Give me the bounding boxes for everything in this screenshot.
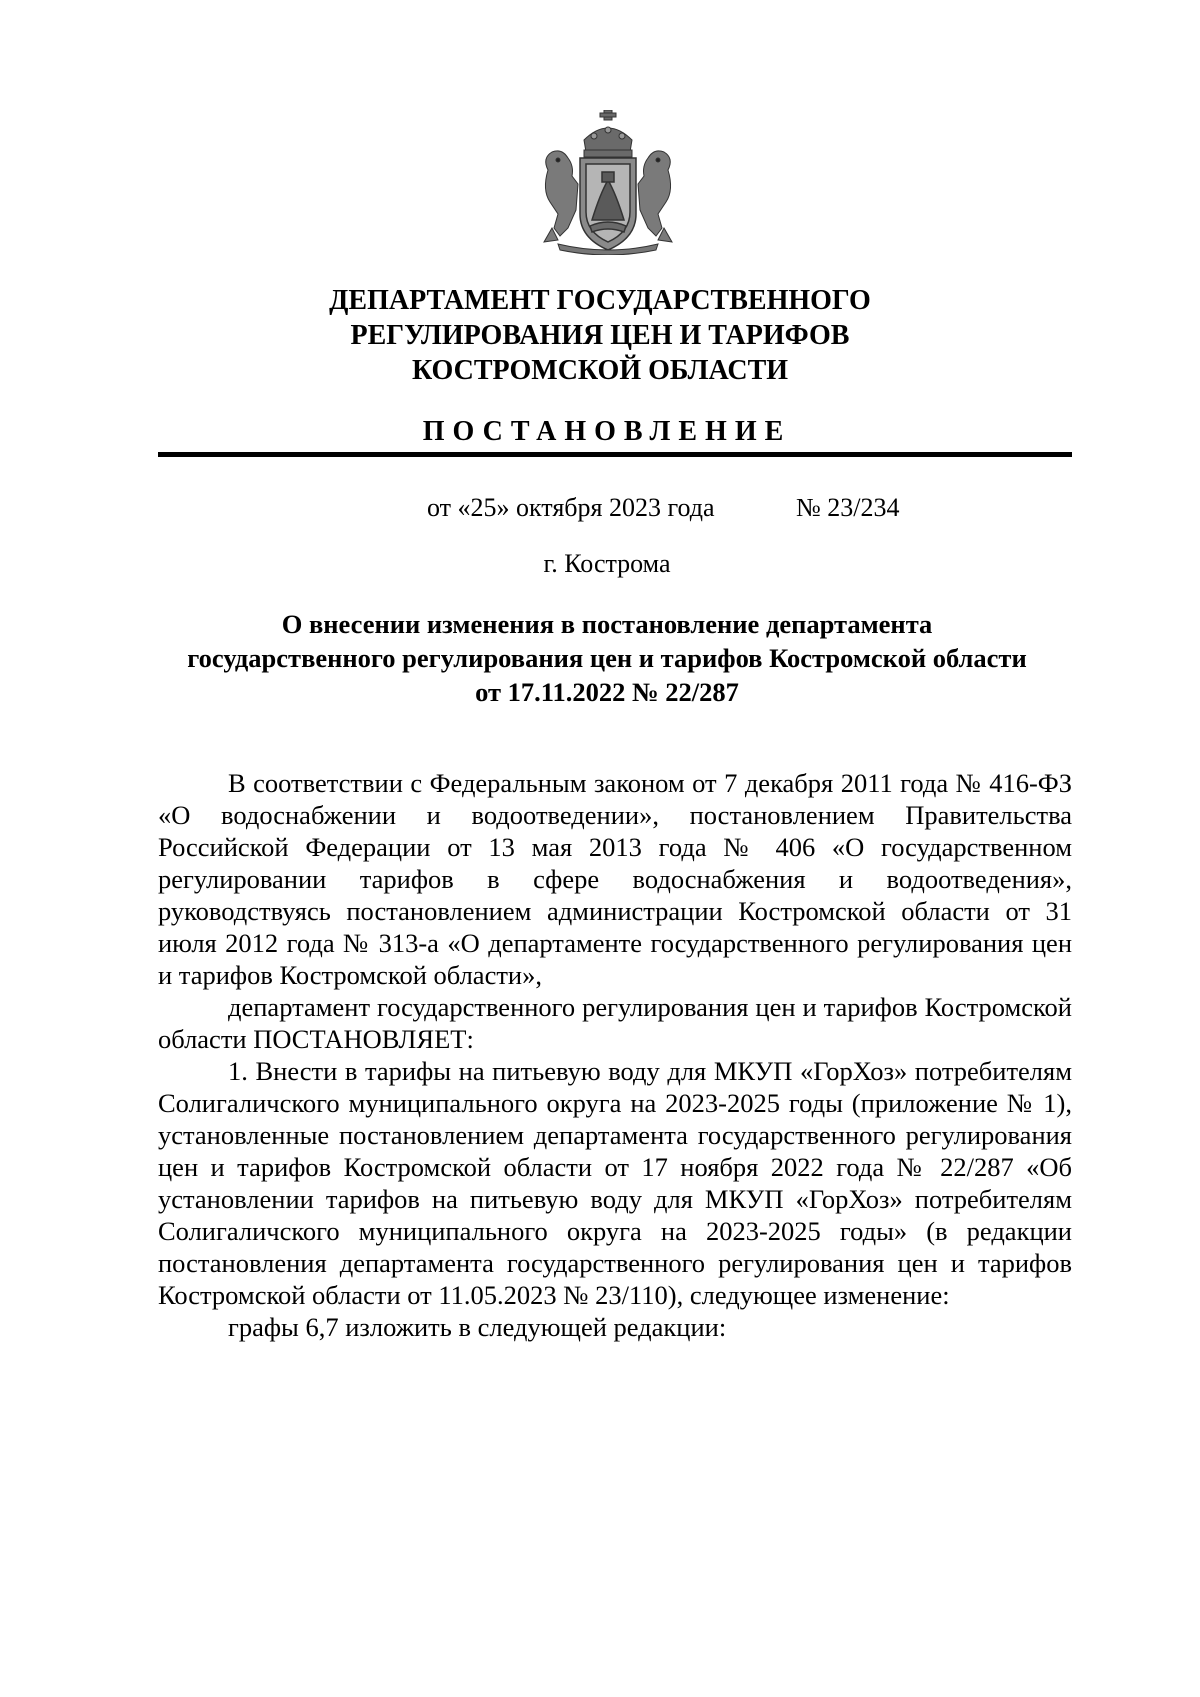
title-line-2: государственного регулирования цен и тарифов Костромской области (187, 643, 1027, 673)
document-number: № 23/234 (796, 493, 900, 522)
body-paragraph: В соответствии с Федеральным законом от 7 декабря 2011 года № 416-ФЗ «О водоснабжении и водоотведении», постановлением Правительства Российской Федерации от 13 мая 2013 года № 406 «О государственном регулировании тарифов в сфере водоснабжения и водоотведения», руководствуясь постановлением администрации Костромской области от 31 июля 2012 года № 313-а «О департаменте государственного регулирования цен и тарифов Костромской области», (158, 768, 1072, 990)
header-divider (158, 452, 1072, 457)
body-paragraph: департамент государственного регулирования цен и тарифов Костромской области ПОСТАНОВЛЯЕТ: (158, 992, 1072, 1054)
document-city: г. Кострома (543, 549, 671, 578)
coat-of-arms-icon (538, 110, 678, 255)
header-line-3: КОСТРОМСКОЙ ОБЛАСТИ (411, 355, 789, 386)
title-line-3: от 17.11.2022 № 22/287 (475, 677, 739, 707)
header-line-2: РЕГУЛИРОВАНИЯ ЦЕН И ТАРИФОВ (350, 320, 850, 351)
body-paragraph: 1. Внести в тарифы на питьевую воду для МКУП «ГорХоз» потребителям Солигаличского муниципального округа на 2023-2025 годы (приложение № 1), установленные постановлением департамента государственного регулирования цен и тарифов Костромской области от 17 ноября 2022 года № 22/287 «Об установлении тарифов на питьевую воду для МКУП «ГорХоз» потребителям Солигаличского муниципального округа на 2023-2025 годы» (в редакции постановления департамента государственного регулирования цен и тарифов Костромской области от 11.05.2023 № 23/110), следующее изменение: (158, 1056, 1072, 1310)
document-type: ПОСТАНОВЛЕНИЕ (422, 416, 792, 447)
document-date: от «25» октября 2023 года (427, 493, 715, 522)
department-header (0, 283, 1200, 388)
document-title (0, 607, 1200, 709)
body-paragraph: графы 6,7 изложить в следующей редакции: (228, 1312, 727, 1342)
document-body (158, 767, 1072, 1343)
header-line-1: ДЕПАРТАМЕНТ ГОСУДАРСТВЕННОГО (329, 285, 871, 316)
title-line-1: О внесении изменения в постановление департамента (281, 609, 933, 639)
